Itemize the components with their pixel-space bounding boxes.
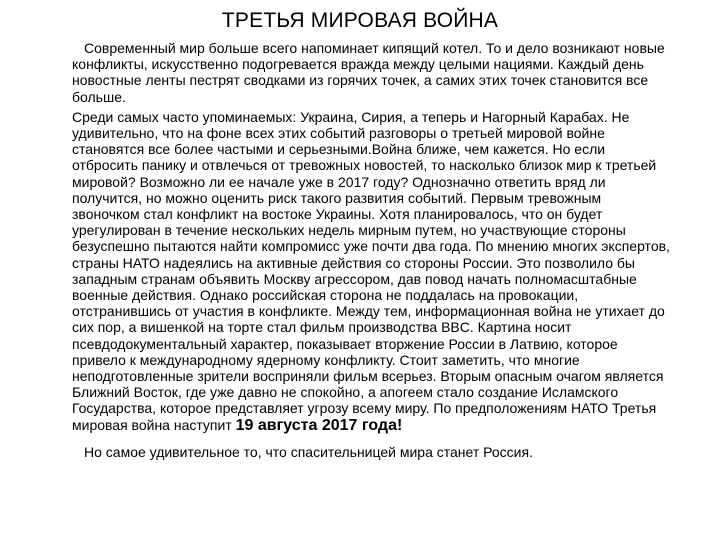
paragraph-conclusion: Но самое удивительное то, что спасительницей мира станет Россия. bbox=[84, 443, 533, 460]
slide-body bbox=[72, 40, 672, 464]
paragraph-main-text: Среди самых часто упоминаемых: Украина, Сирия, а теперь и Нагорный Карабах. Не удивительно, что на фоне всех этих событий разговоры о третьей мировой войне становятся все более частыми и серьезными.Война ближе, чем кажется. Но если отбросить панику и отвлечься от тревожных новостей, то насколько близок мир к третьей мировой? Возможно ли ее начале уже в 2017 году? Однозначно ответить вряд ли получится, но можно оценить риск такого развития событий. Первым тревожным звоночком стал конфликт на востоке Украины. Хотя планировалось, что он будет урегулирован в течение нескольких недель мирным путем, но участвующие стороны безуспешно пытаются найти компромисс уже почти два года. По мнению многих экспертов, страны НАТО надеялись на активные действия со стороны России. Это позволило бы западным странам объявить Москву агрессором, дав повод начать полномасштабные военные действия. Однако российская сторона не поддалась на провокации, отстранившись от участия в конфликте. Между тем, информационная война не утихает до сих пор, а вишенкой на торте стал фильм производства BBC. Картина носит псевдодокументальный характер, показывает вторжение России в Латвию, которое привело к международному ядерному конфликту. Стоит заметить, что многие неподготовленные зрители восприняли фильм всерьез. Вторым опасным очагом является Ближний Восток, где уже давно не спокойно, а апогеем стало создание Исламского Государства, которое представляет угрозу всему миру. По предположениям НАТО Третья мировая война наступит bbox=[72, 108, 670, 433]
paragraph-main bbox=[72, 109, 672, 434]
war-date: 19 августа 2017 года! bbox=[235, 416, 403, 434]
paragraph-intro: Современный мир больше всего напоминает кипящий котел. То и дело возникают новые конфликты, искусственно подогревается вражда между целыми нациями. Каждый день новостные ленты пестрят сводками из горячих точек, а самих этих точек становится все больше. bbox=[72, 40, 665, 105]
slide-title: ТРЕТЬЯ МИРОВАЯ ВОЙНА bbox=[221, 9, 499, 32]
